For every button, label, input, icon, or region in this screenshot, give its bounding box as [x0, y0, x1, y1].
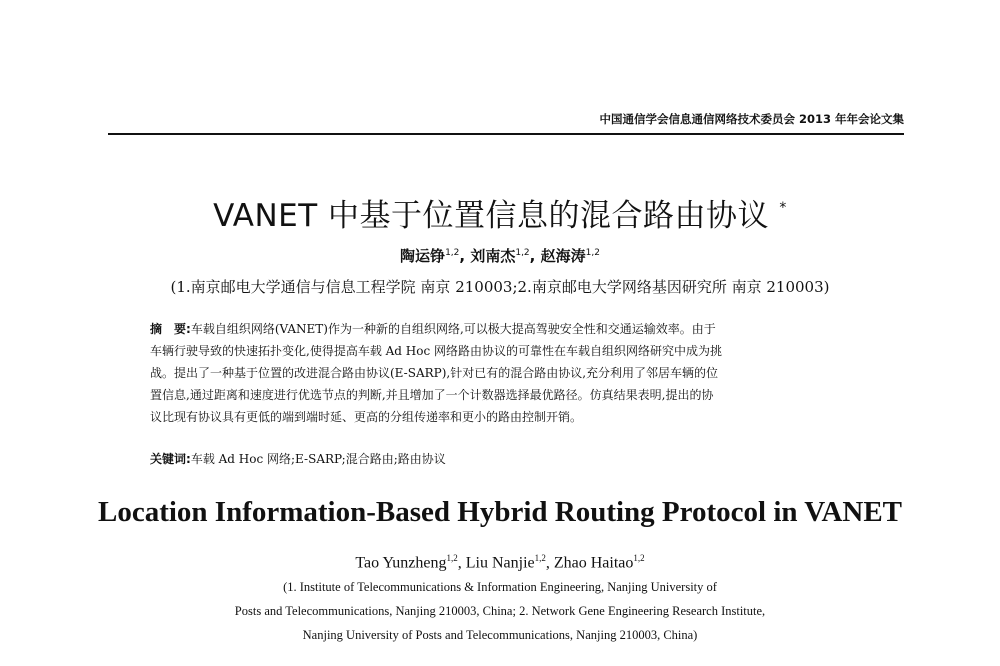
chinese-authors	[0, 245, 1000, 266]
abstract-line: 车辆行驶导致的快速拓扑变化,使得提高车载 Ad Hoc 网络路由协议的可靠性在车载自组织网络研究中成为挑	[150, 344, 723, 358]
keywords-label: 关键词:	[150, 452, 191, 466]
author-name: 陶运铮	[400, 247, 446, 265]
chinese-title	[0, 190, 1000, 235]
author-name: 赵海涛	[540, 247, 586, 265]
chinese-keywords	[150, 450, 446, 467]
author-separator: ,	[457, 554, 466, 572]
author-affil-mark: 1,2	[633, 553, 645, 563]
abstract-label: 摘 要:	[150, 322, 191, 336]
chinese-affiliation: (1.南京邮电大学通信与信息工程学院 南京 210003;2.南京邮电大学网络基因研究所 南京 210003)	[170, 278, 830, 296]
abstract-line: 置信息,通过距离和速度进行优选节点的判断,并且增加了一个计数器选择最优路径。仿真结果表明,提出的协	[150, 388, 714, 402]
author-separator: ,	[545, 554, 554, 572]
author-affil-mark: 1,2	[515, 248, 530, 258]
running-head: 中国通信学会信息通信网络技术委员会 2013 年年会论文集	[599, 112, 904, 126]
author-separator: ,	[529, 247, 536, 265]
author-affil-mark: 1,2	[534, 553, 546, 563]
author-affil-mark: 1,2	[585, 248, 600, 258]
abstract-line	[150, 318, 880, 340]
author-name: 刘南杰	[470, 247, 516, 265]
header-rule	[108, 133, 904, 135]
english-affiliation-line: Posts and Telecommunications, Nanjing 210003, China; 2. Network Gene Engineering Research Institute,	[234, 604, 766, 618]
english-title: Location Information-Based Hybrid Routing Protocol in VANET	[97, 496, 903, 528]
english-authors	[0, 553, 1000, 572]
english-affiliation-line: (1. Institute of Telecommunications & Information Engineering, Nanjing University of	[283, 580, 717, 594]
author-name: Liu Nanjie	[465, 554, 535, 572]
author-affil-mark: 1,2	[445, 248, 460, 258]
abstract-text: 车载自组织网络(VANET)作为一种新的自组织网络,可以极大提高驾驶安全性和交通运输效率。由于	[190, 322, 716, 336]
chinese-abstract	[150, 318, 880, 428]
author-affil-mark: 1,2	[446, 553, 458, 563]
abstract-line: 战。提出了一种基于位置的改进混合路由协议(E-SARP),针对已有的混合路由协议,充分利用了邻居车辆的位	[150, 366, 719, 380]
author-name: Zhao Haitao	[553, 554, 634, 572]
chinese-title-text: VANET 中基于位置信息的混合路由协议	[213, 198, 770, 234]
author-separator: ,	[459, 247, 466, 265]
author-name: Tao Yunzheng	[355, 554, 447, 572]
title-footnote-mark: *	[779, 200, 787, 216]
keywords-text: 车载 Ad Hoc 网络;E-SARP;混合路由;路由协议	[190, 452, 446, 466]
abstract-line: 议比现有协议具有更低的端到端时延、更高的分组传递率和更小的路由控制开销。	[150, 410, 583, 424]
english-affiliation-line: Nanjing University of Posts and Telecommunications, Nanjing 210003, China)	[302, 628, 698, 642]
